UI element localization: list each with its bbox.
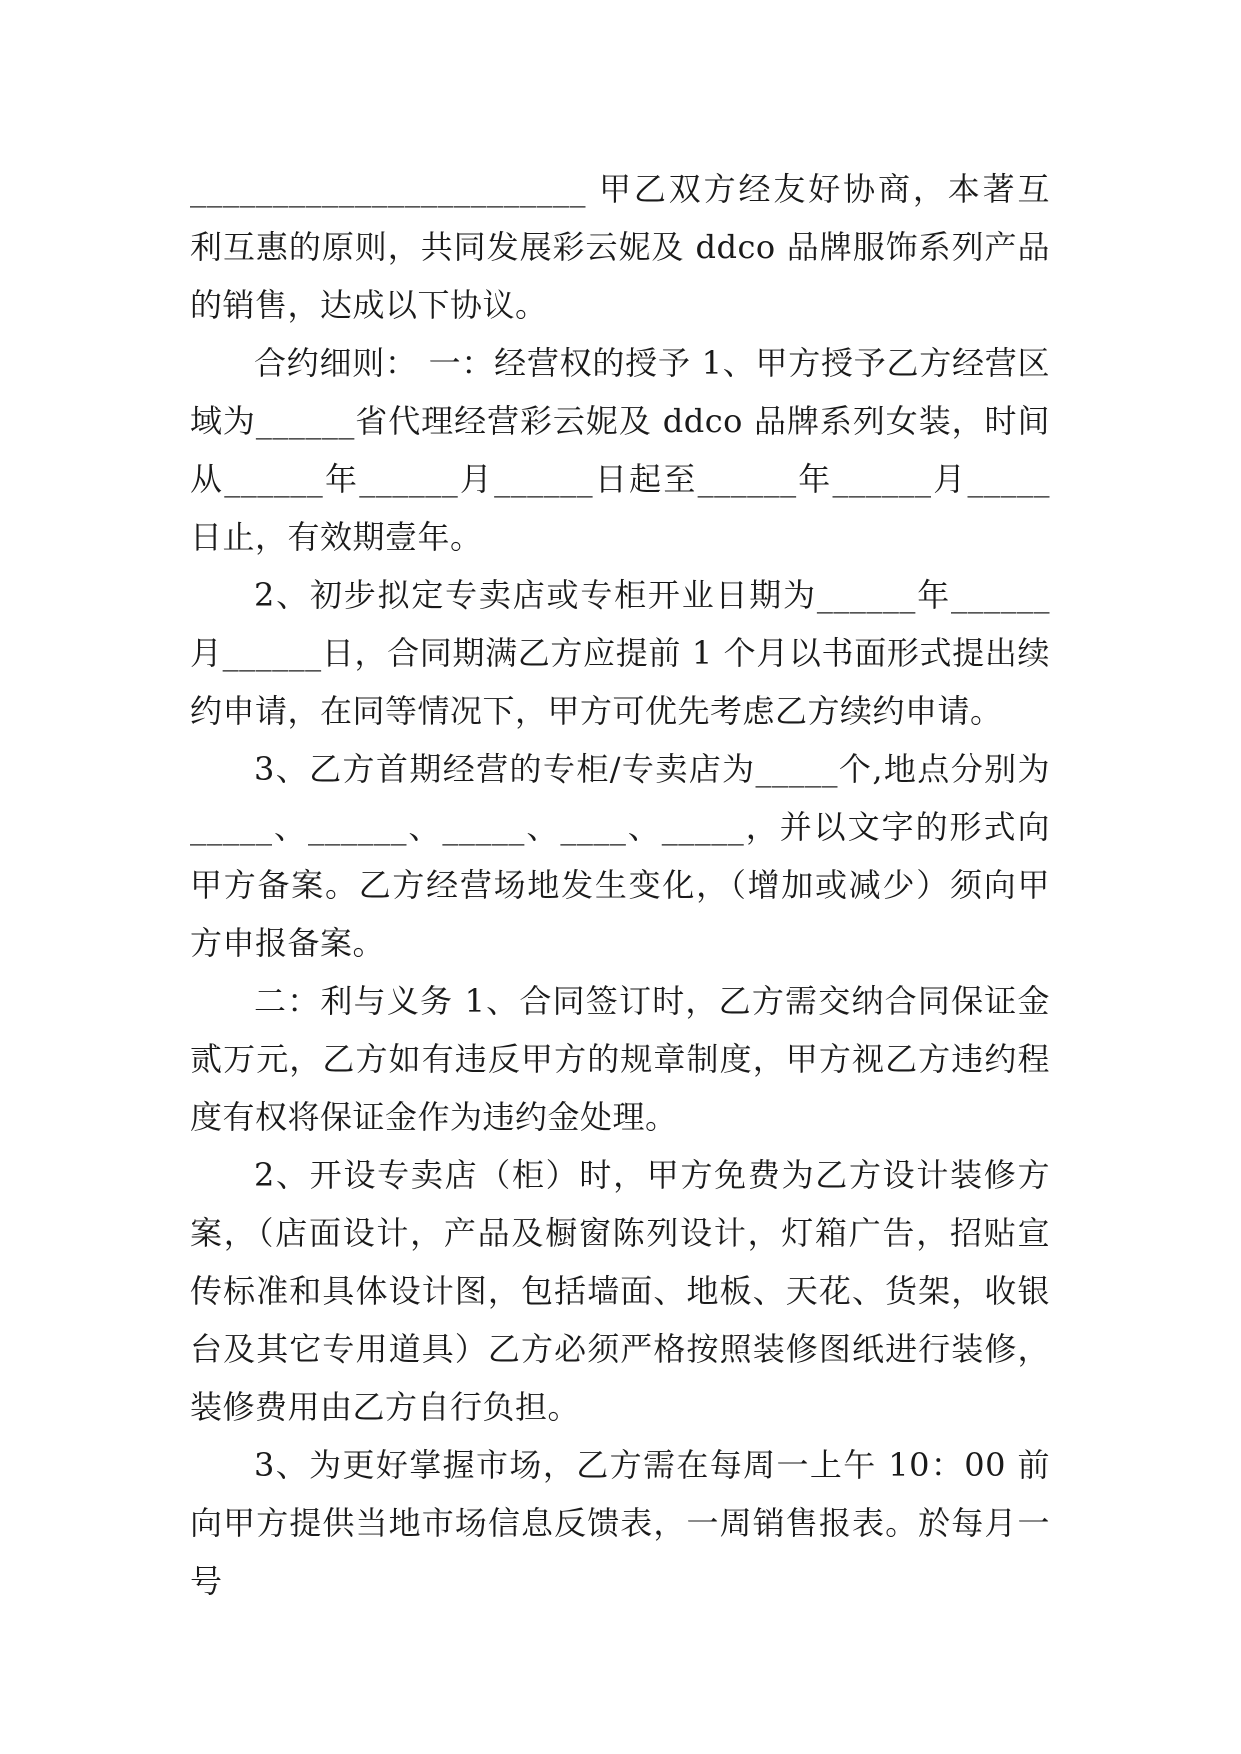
paragraph-clause-1-1: 合约细则： 一：经营权的授予 1、甲方授予乙方经营区域为______省代理经营彩云妮及 ddco 品牌系列女装，时间从______年______月______日起至______年______月_____日止，有效期壹年。 xyxy=(190,344,1050,556)
document-body xyxy=(190,160,1050,1610)
paragraph-clause-2-2: 2、开设专卖店（柜）时，甲方免费为乙方设计装修方案，（店面设计，产品及橱窗陈列设计，灯箱广告，招贴宣传标准和具体设计图，包括墙面、地板、天花、货架，收银台及其它专用道具）乙方必须严格按照装修图纸进行装修，装修费用由乙方自行负担。 xyxy=(190,1156,1050,1426)
paragraph-clause-2-1: 二：利与义务 1、合同签订时，乙方需交纳合同保证金贰万元，乙方如有违反甲方的规章制度，甲方视乙方违约程度有权将保证金作为违约金处理。 xyxy=(190,982,1050,1136)
paragraph-intro: ________________________ 甲乙双方经友好协商，本著互利互惠的原则，共同发展彩云妮及 ddco 品牌服饰系列产品的销售，达成以下协议。 xyxy=(190,170,1050,324)
paragraph-clause-1-2: 2、初步拟定专卖店或专柜开业日期为______年______月______日，合同期满乙方应提前 1 个月以书面形式提出续约申请，在同等情况下，甲方可优先考虑乙方续约申请。 xyxy=(190,576,1050,730)
paragraph-clause-2-3: 3、为更好掌握市场，乙方需在每周一上午 10：00 前向甲方提供当地市场信息反馈表，一周销售报表。於每月一号 xyxy=(190,1446,1050,1600)
paragraph-clause-1-3: 3、乙方首期经营的专柜/专卖店为_____个,地点分别为_____、______、_____、____、_____，并以文字的形式向甲方备案。乙方经营场地发生变化，（增加或减少）须向甲方申报备案。 xyxy=(190,750,1050,962)
